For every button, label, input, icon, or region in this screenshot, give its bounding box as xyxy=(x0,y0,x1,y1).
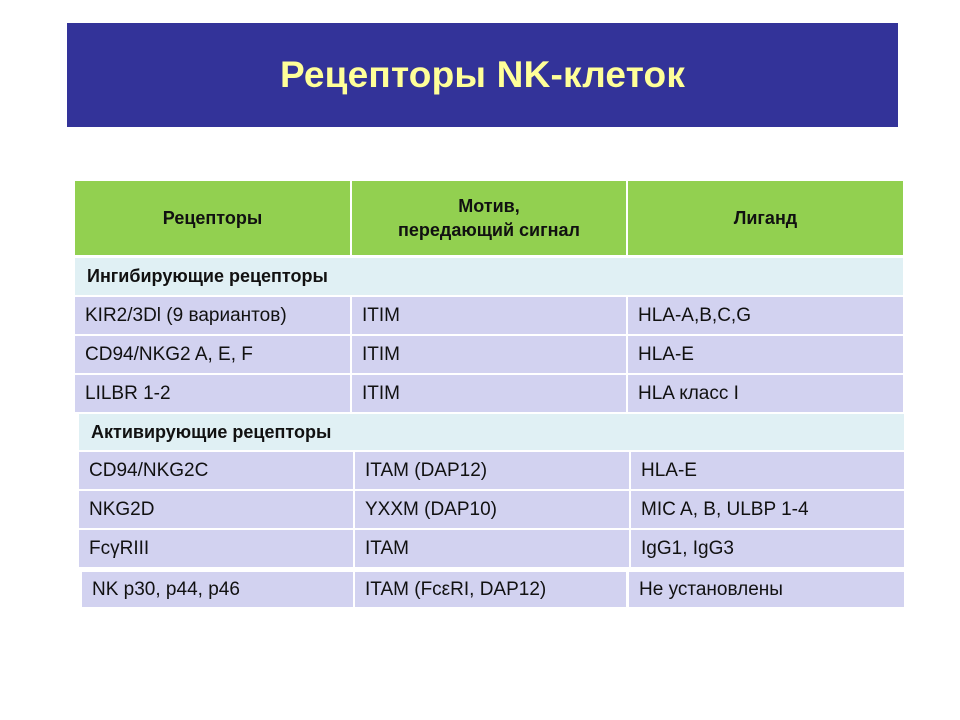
motif-value: YXXM (DAP10) xyxy=(365,498,497,520)
motif-value: ITAM (DAP12) xyxy=(365,459,488,481)
header-motif-line1: Мотив, xyxy=(458,196,520,216)
receptor-name: LILBR 1-2 xyxy=(85,382,171,404)
table-cell xyxy=(75,375,350,412)
ligand-value: HLA класс I xyxy=(638,382,739,404)
receptor-name: KIR2/3Dl (9 вариантов) xyxy=(85,304,287,326)
table-cell xyxy=(355,572,626,607)
table-cell xyxy=(631,530,904,567)
table-cell xyxy=(631,452,904,489)
table-cell xyxy=(79,530,353,567)
table-cell xyxy=(79,452,353,489)
header-ligand xyxy=(628,181,903,255)
ligand-value: HLA-E xyxy=(641,459,697,481)
section-inhibitory-label: Ингибирующие рецепторы xyxy=(87,266,328,286)
header-receptors xyxy=(75,181,350,255)
motif-value: ITIM xyxy=(362,304,400,326)
receptor-name: CD94/NKG2 A, E, F xyxy=(85,343,253,365)
table-cell xyxy=(352,336,626,373)
table-cell xyxy=(352,375,626,412)
section-inhibitory xyxy=(75,258,903,295)
table-cell xyxy=(629,572,904,607)
motif-value: ITAM (FcεRI, DAP12) xyxy=(365,578,547,600)
ligand-value: HLA-A,B,C,G xyxy=(638,304,751,326)
motif-value: ITIM xyxy=(362,343,400,365)
table-cell xyxy=(355,491,629,528)
title-bar xyxy=(67,23,898,127)
motif-value: ITAM xyxy=(365,537,409,559)
table-cell xyxy=(628,336,903,373)
section-activating-label: Активирующие рецепторы xyxy=(91,421,332,442)
slide-title: Рецепторы NK-клеток xyxy=(279,54,686,95)
receptor-name: CD94/NKG2C xyxy=(89,459,209,481)
receptor-name: FcγRIII xyxy=(89,537,150,559)
receptor-name: NKG2D xyxy=(89,498,155,520)
section-activating xyxy=(79,414,904,450)
motif-value: ITIM xyxy=(362,382,400,404)
ligand-value: MIC A, B, ULBP 1-4 xyxy=(641,498,809,520)
receptor-name: NK p30, p44, p46 xyxy=(92,578,240,600)
header-ligand-label: Лиганд xyxy=(733,208,798,228)
ligand-value: IgG1, IgG3 xyxy=(641,537,734,559)
table-cell xyxy=(79,491,353,528)
table-cell xyxy=(628,297,903,334)
table-cell xyxy=(352,297,626,334)
table-cell xyxy=(75,336,350,373)
table-cell xyxy=(631,491,904,528)
table-cell xyxy=(75,297,350,334)
ligand-value: HLA-E xyxy=(638,343,694,365)
table-cell xyxy=(355,530,629,567)
header-motif-line2: передающий сигнал xyxy=(398,220,580,240)
table-cell xyxy=(355,452,629,489)
ligand-value: Не установлены xyxy=(639,578,783,600)
header-receptors-label: Рецепторы xyxy=(162,208,263,228)
header-motif xyxy=(352,181,626,255)
table-cell xyxy=(628,375,903,412)
table-cell xyxy=(82,572,353,607)
